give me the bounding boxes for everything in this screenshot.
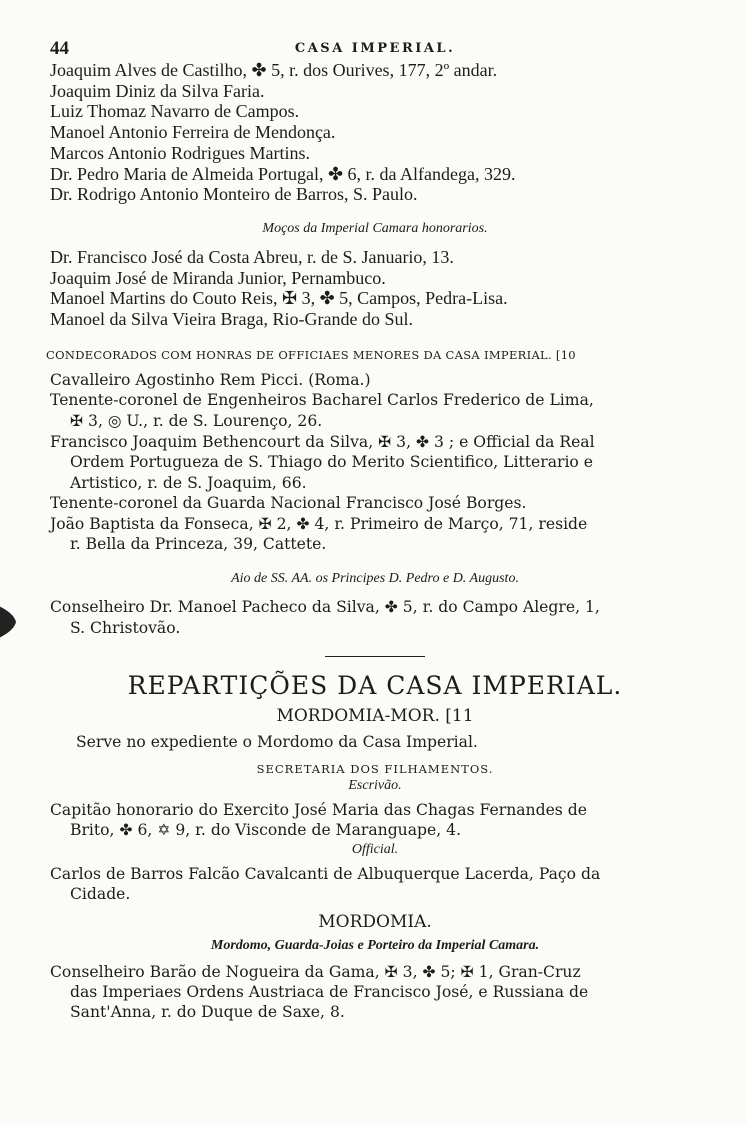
mordomo-label: Mordomo, Guarda-Joias e Porteiro da Imperial Camara. xyxy=(210,938,540,954)
list-item: Capitão honorario do Exercito José Maria das Chagas Fernandes de xyxy=(50,801,587,820)
list-item: Joaquim Diniz da Silva Faria. xyxy=(50,80,265,101)
list-item: Dr. Rodrigo Antonio Monteiro de Barros, S. Paulo. xyxy=(50,184,418,205)
page-header xyxy=(50,38,700,60)
list-item: Conselheiro Barão de Nogueira da Gama, ✠ 3, ✤ 5; ✠ 1, Gran-Cruz xyxy=(50,963,581,982)
list-item: Tenente-coronel da Guarda Nacional Francisco José Borges. xyxy=(50,494,527,513)
section-honorarios-list xyxy=(50,247,700,330)
list-item: Tenente-coronel de Engenheiros Bacharel Carlos Frederico de Lima, xyxy=(50,391,594,410)
official-label: Official. xyxy=(351,842,399,858)
list-item-continuation: r. Bella da Princeza, 39, Cattete. xyxy=(70,535,327,554)
list-item-continuation: Cidade. xyxy=(70,885,131,904)
list-item: Manoel Martins do Couto Reis, ✠ 3, ✤ 5, Campos, Pedra-Lisa. xyxy=(50,288,508,309)
page-number: 44 xyxy=(50,38,69,59)
mordomia-heading: MORDOMIA. xyxy=(318,912,432,933)
list-item: Cavalleiro Agostinho Rem Picci. (Roma.) xyxy=(50,370,371,389)
divider xyxy=(325,656,425,657)
section-condecorados-list xyxy=(50,370,700,555)
document-page xyxy=(46,38,700,1022)
list-item: Francisco Joaquim Bethencourt da Silva, ✠ 3, ✤ 3 ; e Official da Real xyxy=(50,432,595,451)
section-heading-aio: Aio de SS. AA. os Principes D. Pedro e D. Augusto. xyxy=(231,571,519,587)
list-item-continuation: Sant'Anna, r. do Duque de Saxe, 8. xyxy=(70,1003,345,1022)
list-item-continuation: Brito, ✤ 6, ✡ 9, r. do Visconde de Maranguape, 4. xyxy=(70,821,462,840)
secretaria-heading: SECRETARIA DOS FILHAMENTOS. xyxy=(256,762,494,777)
thumb-mark-icon xyxy=(0,600,18,642)
list-item-continuation: S. Christovão. xyxy=(70,618,181,637)
running-title: CASA IMPERIAL. xyxy=(294,41,456,56)
list-item: Dr. Francisco José da Costa Abreu, r. de S. Januario, 13. xyxy=(50,246,454,267)
list-item-continuation: das Imperiaes Ordens Austriaca de Francisco José, e Russiana de xyxy=(70,983,589,1002)
section-heading-condecorados: CONDECORADOS COM HONRAS DE OFFICIAES MENORES DA CASA IMPERIAL. [10 xyxy=(46,347,576,362)
list-item: João Baptista da Fonseca, ✠ 2, ✤ 4, r. Primeiro de Março, 71, reside xyxy=(50,514,588,533)
list-item: Conselheiro Dr. Manoel Pacheco da Silva, ✤ 5, r. do Campo Alegre, 1, xyxy=(50,598,600,617)
mordomia-mor-heading: MORDOMIA-MOR. [11 xyxy=(276,706,474,727)
list-item: Manoel Antonio Ferreira de Mendonça. xyxy=(50,122,336,143)
serve-line: Serve no expediente o Mordomo da Casa Imperial. xyxy=(76,733,478,752)
reparticoes-title: REPARTIÇÕES DA CASA IMPERIAL. xyxy=(127,671,623,701)
list-item-continuation: ✠ 3, ◎ U., r. de S. Lourenço, 26. xyxy=(70,411,323,430)
section-moços-list xyxy=(50,60,700,205)
list-item: Luiz Thomaz Navarro de Campos. xyxy=(50,101,300,122)
list-item: Joaquim José de Miranda Junior, Pernambuco. xyxy=(50,267,386,288)
list-item: Manoel da Silva Vieira Braga, Rio-Grande do Sul. xyxy=(50,309,414,330)
list-item: Marcos Antonio Rodrigues Martins. xyxy=(50,142,310,163)
list-item: Dr. Pedro Maria de Almeida Portugal, ✤ 6, r. da Alfandega, 329. xyxy=(50,163,516,184)
list-item-continuation: Artistico, r. de S. Joaquim, 66. xyxy=(70,473,307,492)
list-item: Carlos de Barros Falcão Cavalcanti de Albuquerque Lacerda, Paço da xyxy=(50,865,601,884)
list-item-continuation: Ordem Portugueza de S. Thiago do Merito Scientifico, Litterario e xyxy=(70,453,593,472)
section-aio xyxy=(50,597,700,638)
escrivao-label: Escrivão. xyxy=(348,778,402,794)
list-item: Joaquim Alves de Castilho, ✤ 5, r. dos Ourives, 177, 2º andar. xyxy=(50,60,498,80)
section-heading-honorarios: Moços da Imperial Camara honorarios. xyxy=(262,220,488,236)
